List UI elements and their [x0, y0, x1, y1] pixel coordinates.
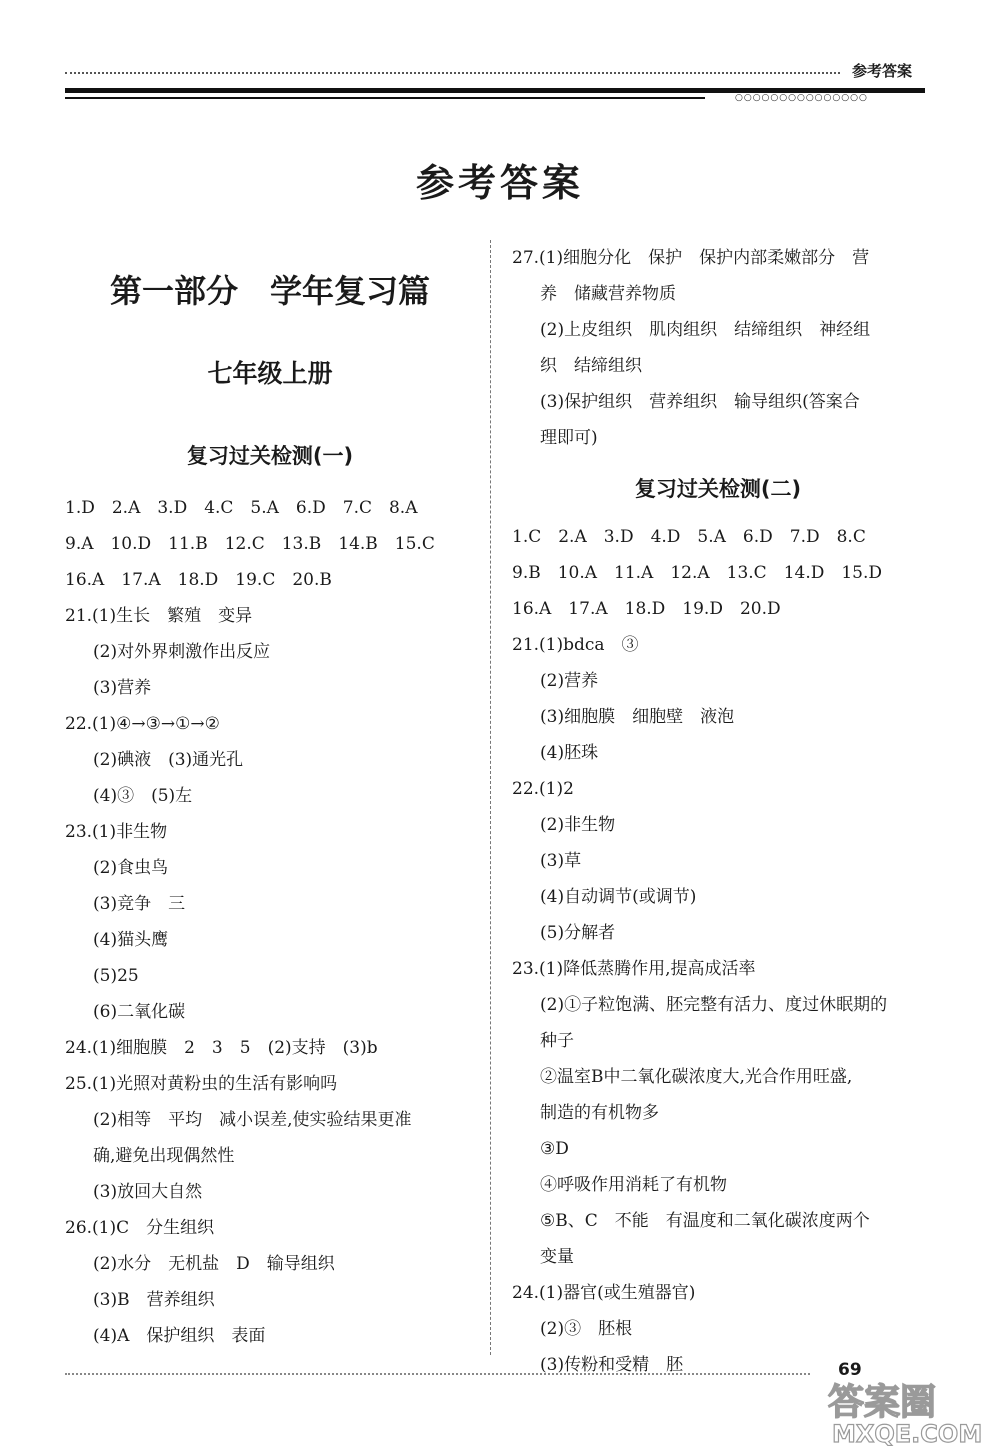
answer-line: ④呼吸作用消耗了有机物 — [540, 1175, 727, 1195]
answer-line: 22.(1)2 — [512, 779, 574, 799]
answer-line: 9.B 10.A 11.A 12.A 13.C 14.D 15.D — [512, 563, 883, 583]
answer-line: ③D — [540, 1139, 569, 1159]
answer-line: (3)B 营养组织 — [93, 1290, 215, 1310]
answer-line: 23.(1)非生物 — [65, 822, 168, 842]
answer-line: 织 结缔组织 — [540, 356, 642, 376]
header-dotted-line — [65, 72, 840, 74]
answer-line: 确,避免出现偶然性 — [93, 1146, 235, 1166]
answer-line: (2)营养 — [540, 671, 599, 691]
answer-line: 9.A 10.D 11.B 12.C 13.B 14.B 15.C — [65, 534, 435, 554]
answer-line: 27.(1)细胞分化 保护 保护内部柔嫩部分 营 — [512, 248, 870, 268]
answer-line: (2)非生物 — [540, 815, 616, 835]
answer-line: 25.(1)光照对黄粉虫的生活有影响吗 — [65, 1074, 338, 1094]
section-heading-2: 复习过关检测(二) — [634, 477, 802, 501]
answer-line: (4)③ (5)左 — [93, 786, 193, 806]
answer-line: ②温室B中二氧化碳浓度大,光合作用旺盛, — [540, 1067, 853, 1087]
answer-line: 16.A 17.A 18.D 19.D 20.D — [512, 599, 781, 619]
answer-line: (2)对外界刺激作出反应 — [93, 642, 271, 662]
answer-line: 变量 — [540, 1247, 574, 1267]
answer-line: (6)二氧化碳 — [93, 1002, 186, 1022]
watermark-logo — [818, 1374, 993, 1446]
page-number: 69 — [838, 1360, 862, 1380]
answer-line: (2)食虫鸟 — [93, 858, 169, 878]
answer-line: (3)草 — [540, 851, 582, 871]
answer-line: (4)猫头鹰 — [93, 930, 169, 950]
answers-list-1 — [65, 490, 485, 1354]
answer-line: 制造的有机物多 — [540, 1103, 659, 1123]
answer-line: 1.C 2.A 3.D 4.D 5.A 6.D 7.D 8.C — [512, 527, 866, 547]
answer-line: ⑤B、C 不能 有温度和二氧化碳浓度两个 — [540, 1211, 870, 1231]
answer-line: (2)碘液 (3)通光孔 — [93, 750, 244, 770]
column-divider — [490, 240, 491, 1355]
answers-list-2 — [512, 519, 927, 1383]
answer-line: 26.(1)C 分生组织 — [65, 1218, 215, 1238]
header-label: 参考答案 — [852, 62, 913, 80]
answers-list-continued — [512, 240, 927, 456]
answer-line: (3)传粉和受精 胚 — [540, 1355, 684, 1375]
answer-line: (2)③ 胚根 — [540, 1319, 633, 1339]
answer-line: (3)细胞膜 细胞壁 液泡 — [540, 707, 735, 727]
answer-line: (3)竞争 三 — [93, 894, 186, 914]
answer-line: (4)自动调节(或调节) — [540, 887, 697, 907]
answer-line: (3)放回大自然 — [93, 1182, 203, 1202]
answer-line: (2)水分 无机盐 D 输导组织 — [93, 1254, 335, 1274]
grade-heading: 七年级上册 — [207, 359, 333, 388]
answer-line: 种子 — [540, 1031, 574, 1051]
page-title: 参考答案 — [415, 161, 584, 205]
answer-line: 养 储藏营养物质 — [540, 284, 676, 304]
answer-line: 24.(1)细胞膜 2 3 5 (2)支持 (3)b — [65, 1038, 378, 1058]
answer-line: 24.(1)器官(或生殖器官) — [512, 1283, 696, 1303]
footer-dotted-line — [65, 1373, 810, 1375]
answer-line: 23.(1)降低蒸腾作用,提高成活率 — [512, 959, 756, 979]
answer-line: (3)营养 — [93, 678, 152, 698]
answer-line: (5)25 — [93, 966, 139, 986]
answer-line: 22.(1)④→③→①→② — [65, 714, 220, 734]
answer-line: 理即可) — [540, 428, 598, 448]
watermark-text: 答案圈 — [828, 1382, 937, 1423]
answer-line: (3)保护组织 营养组织 输导组织(答案合 — [540, 392, 860, 412]
header-ornament: ○○○○○○○○○○○○○○○ — [735, 93, 868, 103]
answer-line: (2)相等 平均 减小误差,使实验结果更准 — [93, 1110, 412, 1130]
answer-line: (2)①子粒饱满、胚完整有活力、度过休眠期的 — [540, 995, 888, 1015]
answer-line: (2)上皮组织 肌肉组织 结缔组织 神经组 — [540, 320, 871, 340]
part-heading: 第一部分 学年复习篇 — [109, 272, 430, 310]
answer-line: (4)A 保护组织 表面 — [93, 1326, 266, 1346]
answer-line: 21.(1)bdca ③ — [512, 635, 639, 655]
header-rule-thin — [65, 97, 705, 99]
answer-line: 16.A 17.A 18.D 19.C 20.B — [65, 570, 332, 590]
watermark-url: MXQE.COM — [832, 1420, 983, 1446]
answer-line: 1.D 2.A 3.D 4.C 5.A 6.D 7.C 8.A — [65, 498, 418, 518]
answer-line: (4)胚珠 — [540, 743, 599, 763]
section-heading-1: 复习过关检测(一) — [186, 444, 354, 468]
answer-line: 21.(1)生长 繁殖 变异 — [65, 606, 253, 626]
answer-line: (5)分解者 — [540, 923, 616, 943]
